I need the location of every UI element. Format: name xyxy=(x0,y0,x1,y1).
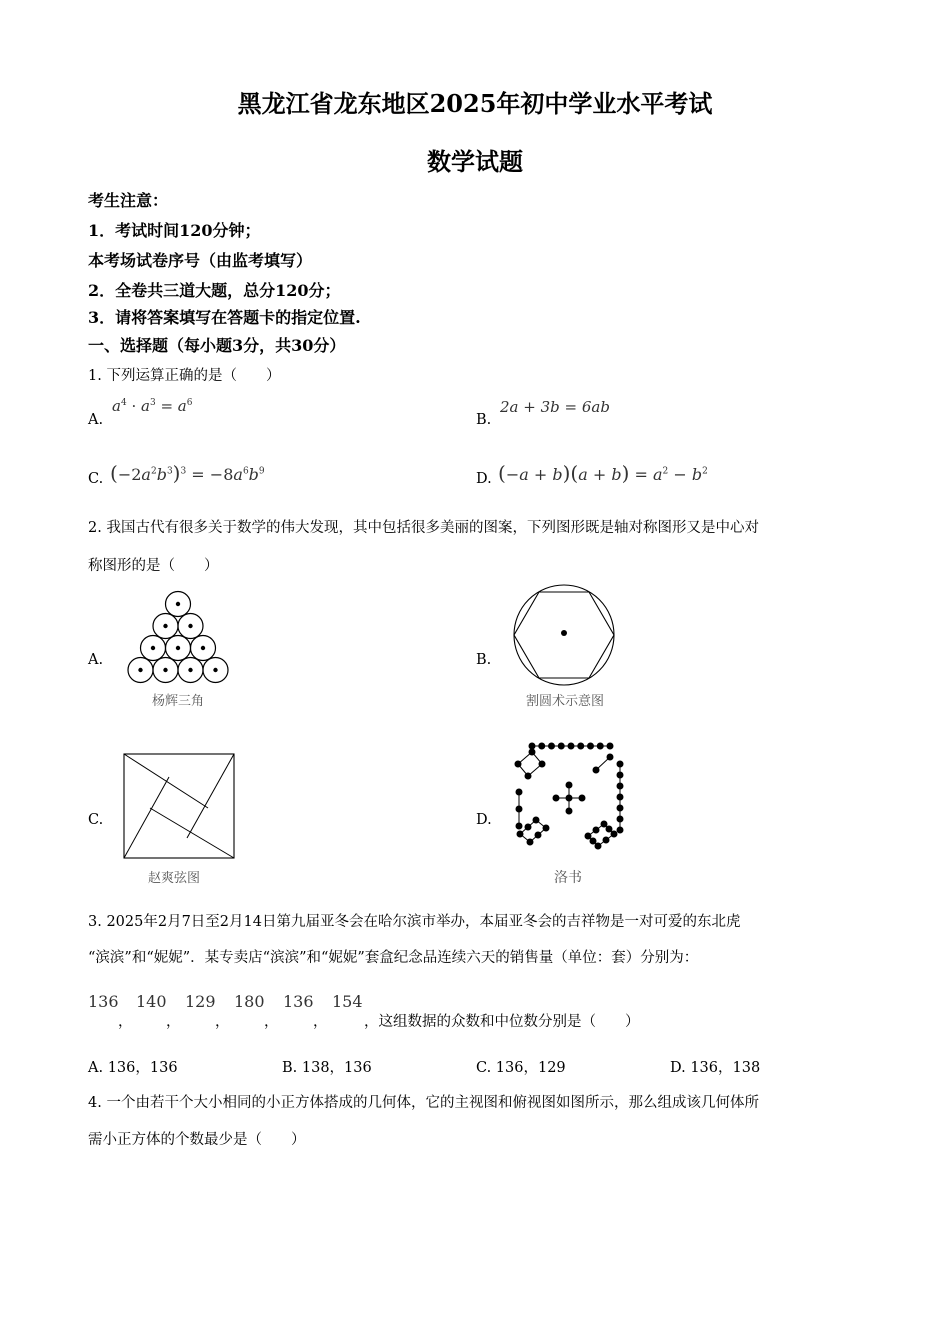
yang-hui-dot xyxy=(163,668,167,672)
q3-option-a: A. 136，136 xyxy=(88,1060,178,1076)
zhao-shuang-diagram-figure xyxy=(122,752,236,860)
luo-shu-dot xyxy=(568,743,574,749)
luo-shu-dot xyxy=(607,743,613,749)
q3-option-d: D. 136，138 xyxy=(670,1060,761,1076)
luo-shu-dot xyxy=(597,743,603,749)
yang-hui-dot xyxy=(188,624,192,628)
notice-line-2: 本考场试卷序号（由监考填写） xyxy=(88,251,313,270)
yang-hui-dot xyxy=(213,668,217,672)
q3-number-4: 180 xyxy=(234,992,265,1011)
q3-text-line-2: “滨滨”和“妮妮”．某专卖店“滨滨”和“妮妮”套盒纪念品连续六天的销售量（单位：套）分别为： xyxy=(88,950,699,966)
yang-hui-dot xyxy=(151,646,155,650)
q2-caption-c: 赵爽弦图 xyxy=(148,871,201,886)
q2-option-d-label: D. xyxy=(476,812,492,828)
yang-hui-dot xyxy=(201,646,205,650)
q3-option-c: C. 136，129 xyxy=(476,1060,566,1076)
q3-option-b: B. 138，136 xyxy=(282,1060,372,1076)
q1-option-d-label: D. xyxy=(476,471,492,487)
q3-number-1: 136 xyxy=(88,992,119,1011)
q3-comma-3: ， xyxy=(215,1014,230,1030)
yang-hui-dot xyxy=(176,646,180,650)
notice-line-4: 3．请将答案填写在答题卡的指定位置. xyxy=(88,308,361,327)
section-1-heading: 一、选择题（每小题3分，共30分） xyxy=(88,336,346,355)
yang-hui-dot xyxy=(188,668,192,672)
q3-number-3: 129 xyxy=(185,992,216,1011)
luo-shu-dot xyxy=(558,743,564,749)
q2-text-line-1: 2. 我国古代有很多关于数学的伟大发现，其中包括很多美丽的图案，下列图形既是轴对称图形又是中心对 xyxy=(88,520,759,536)
yang-hui-dot xyxy=(138,668,142,672)
q1-option-b-label: B. xyxy=(476,412,492,428)
notice-heading: 考生注意： xyxy=(88,191,169,210)
exam-subtitle: 数学试题 xyxy=(427,147,523,176)
notice-line-3: 2．全卷共三道大题，总分120分； xyxy=(88,281,341,300)
yang-hui-triangle-figure xyxy=(120,590,240,690)
q2-option-b-label: B. xyxy=(476,652,492,668)
q3-number-6: 154 xyxy=(332,992,363,1011)
q3-question-tail: ，这组数据的众数和中位数分别是（ ） xyxy=(364,1014,640,1030)
q2-caption-a: 杨辉三角 xyxy=(152,694,205,709)
luo-shu-dot xyxy=(578,743,584,749)
q1-option-c-label: C. xyxy=(88,471,104,487)
q2-caption-b: 割圆术示意图 xyxy=(526,694,605,709)
yang-hui-dot xyxy=(163,624,167,628)
circle-division-figure xyxy=(510,584,620,688)
q1-option-d-formula: $(-a + b)(a + b) = a^2 - b^2$ xyxy=(498,461,708,485)
q3-comma-4: ， xyxy=(264,1014,279,1030)
q2-option-c-label: C. xyxy=(88,812,104,828)
luo-shu-dot xyxy=(549,743,555,749)
yang-hui-dot xyxy=(176,602,180,606)
q2-option-a-label: A. xyxy=(88,652,104,668)
q1-text: 1. 下列运算正确的是（ ） xyxy=(88,368,281,384)
q3-comma-1: ， xyxy=(118,1014,133,1030)
q3-text-line-1: 3. 2025年2月7日至2月14日第九届亚冬会在哈尔滨市举办，本届亚冬会的吉祥物是一对可爱的东北虎 xyxy=(88,914,741,930)
q3-number-2: 140 xyxy=(136,992,167,1011)
q3-comma-2: ， xyxy=(166,1014,181,1030)
q1-option-c-formula: $(-2a^2b^3)^3 = -8a^6b^9$ xyxy=(110,461,265,485)
q4-text-line-2: 需小正方体的个数最少是（ ） xyxy=(88,1132,306,1148)
luo-shu-dot xyxy=(539,743,545,749)
notice-line-1: 1．考试时间120分钟； xyxy=(88,221,261,240)
q3-comma-5: ， xyxy=(313,1014,328,1030)
exam-title: 黑龙江省龙东地区2025年初中学业水平考试 xyxy=(237,89,713,118)
luo-shu-dot xyxy=(529,743,535,749)
q1-option-b-formula: 2a + 3b = 6ab xyxy=(500,398,610,416)
q2-text-line-2: 称图形的是（ ） xyxy=(88,558,219,574)
q2-caption-d: 洛书 xyxy=(554,870,582,886)
q3-number-5: 136 xyxy=(283,992,314,1011)
q1-option-a-formula: $a^4 \cdot a^3 = a^6$ xyxy=(112,397,193,415)
q1-option-a-label: A. xyxy=(88,412,104,428)
luo-shu-figure xyxy=(510,740,630,855)
luo-shu-dot xyxy=(588,743,594,749)
q4-text-line-1: 4. 一个由若干个大小相同的小正方体搭成的几何体，它的主视图和俯视图如图所示，那么组成该几何体所 xyxy=(88,1095,759,1111)
